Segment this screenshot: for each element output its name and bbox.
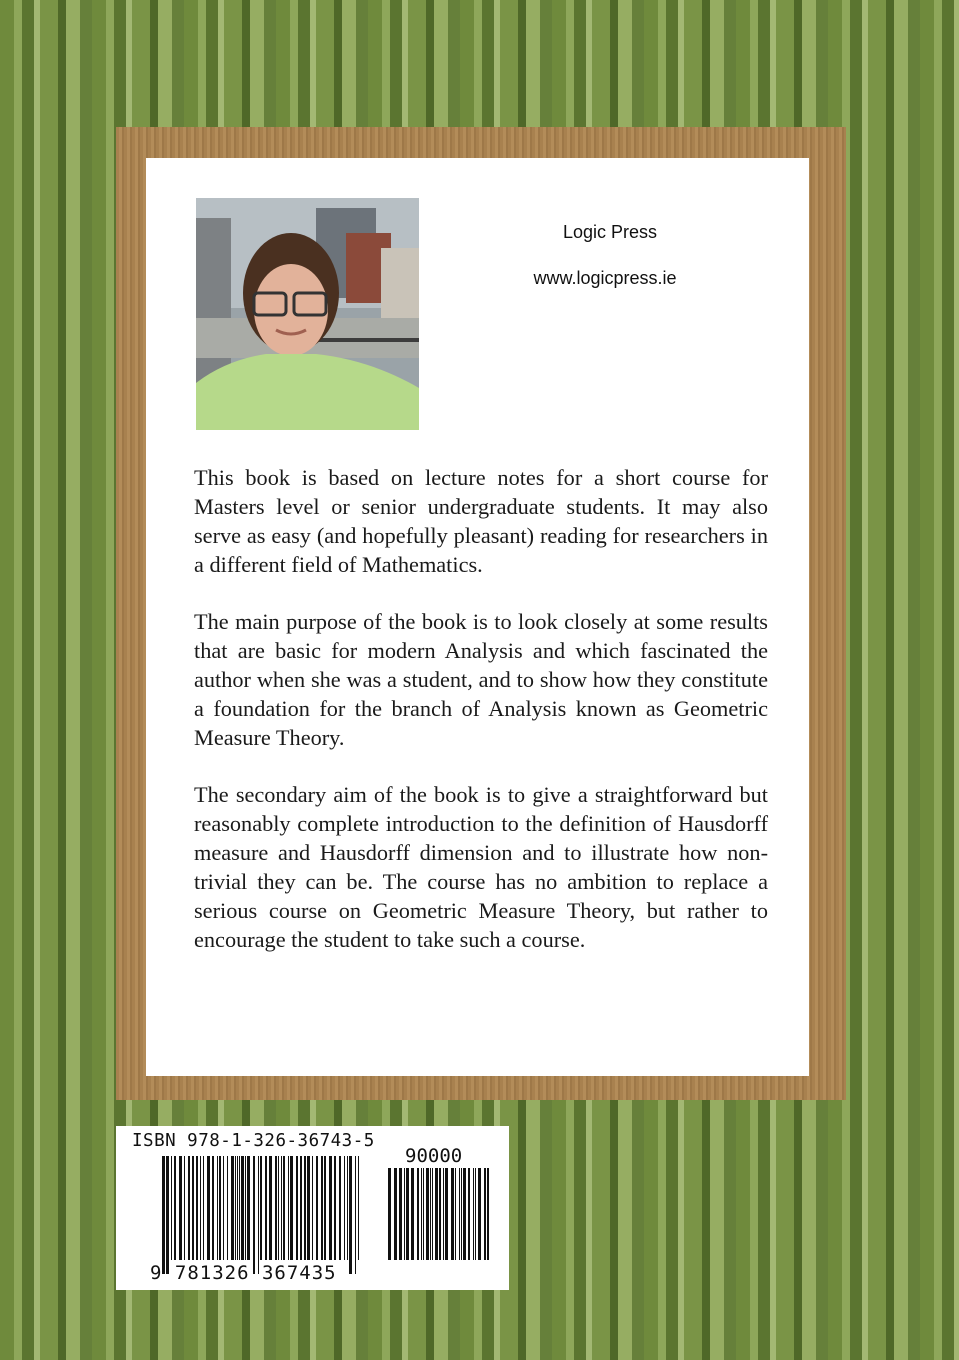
barcode-bar — [203, 1156, 204, 1260]
barcode-bar — [473, 1168, 474, 1260]
barcode-bar — [478, 1168, 481, 1260]
barcode-bar — [406, 1168, 409, 1260]
barcode-bar — [426, 1168, 429, 1260]
barcode-bar — [278, 1156, 279, 1260]
barcode-bar — [349, 1156, 352, 1274]
barcode-bar — [404, 1168, 405, 1260]
barcode-bar — [247, 1156, 250, 1260]
barcode-bar — [239, 1156, 240, 1260]
barcode-bar — [217, 1156, 218, 1260]
barcode-bar — [344, 1156, 345, 1260]
isbn-label: ISBN 978-1-326-36743-5 — [132, 1131, 375, 1151]
barcode-bar — [281, 1156, 282, 1260]
barcode-bar — [475, 1168, 476, 1260]
barcode-bar — [174, 1156, 176, 1260]
barcode-bar — [179, 1156, 182, 1260]
barcode-bar — [435, 1168, 438, 1260]
barcode-bar — [468, 1168, 470, 1260]
barcode-bar — [162, 1156, 165, 1274]
addon-barcode — [388, 1168, 490, 1274]
barcode-bar — [300, 1156, 302, 1260]
blurb-paragraph-1: This book is based on lecture notes for a short course for Masters level or senior undergraduate students. It may also serve as easy (and hopefully pleasant) reading for researchers in a different field of Mathematics. — [194, 465, 768, 577]
barcode-bar — [245, 1156, 246, 1260]
barcode-bar — [219, 1156, 221, 1260]
barcode-bar — [461, 1168, 462, 1260]
barcode-bar — [316, 1156, 318, 1260]
barcode-bar — [265, 1156, 267, 1260]
barcode-bar — [334, 1156, 336, 1260]
barcode-bar — [312, 1156, 313, 1260]
blurb-paragraph-2: The main purpose of the book is to look closely at some results that are basic for modern Analysis and which fascinated the author when she was a student, and to show how they constitute a foundation for the branch of Analysis known as Geometric Measure Theory. — [194, 609, 768, 750]
barcode-bar — [196, 1156, 198, 1260]
barcode-bar — [171, 1156, 172, 1260]
author-photo — [196, 198, 419, 430]
barcode-bar — [421, 1168, 422, 1260]
barcode-bar — [394, 1168, 397, 1260]
barcode-bar — [443, 1168, 444, 1260]
barcode-bar — [463, 1168, 466, 1260]
barcode-bar — [288, 1156, 289, 1260]
publisher-name: Logic Press — [562, 222, 658, 242]
barcode-bar — [439, 1168, 441, 1260]
barcode-bar — [324, 1156, 326, 1260]
barcode-bar — [192, 1156, 194, 1260]
barcode-bar — [223, 1156, 224, 1260]
barcode-bar — [166, 1156, 169, 1274]
barcode-bar — [235, 1156, 236, 1260]
barcode-bar — [231, 1156, 234, 1260]
barcode-bar — [207, 1156, 210, 1260]
barcode-bar — [304, 1156, 306, 1260]
barcode-bar — [358, 1156, 359, 1260]
barcode-bar — [423, 1168, 424, 1260]
barcode-bar — [455, 1168, 456, 1260]
barcode-bar — [411, 1168, 414, 1260]
barcode-bar — [188, 1156, 190, 1260]
barcode-bar — [388, 1168, 391, 1260]
barcode-bar — [329, 1156, 332, 1260]
barcode-bar — [484, 1168, 486, 1260]
barcode-bar — [260, 1156, 262, 1260]
ean-barcode — [162, 1156, 362, 1274]
price-code: 90000 — [405, 1145, 463, 1167]
barcode-bar — [290, 1156, 293, 1260]
barcode-bar — [258, 1156, 259, 1274]
barcode-bar — [212, 1156, 214, 1260]
barcode-bar — [445, 1168, 448, 1260]
ean-digits: 9 781326 367435 — [150, 1262, 337, 1284]
barcode-bar — [417, 1168, 419, 1260]
barcode-bar — [487, 1168, 489, 1260]
blurb-paragraph-3: The secondary aim of the book is to give a straightforward but reasonably complete introduction to the definition of Hausdorff measure and Hausdorff dimension and to illustrate how non-trivial they can be. The course has no ambition to replace a serious course on Geometric Measure Theory, but rather to encourage the student to take such a course. — [194, 782, 768, 952]
barcode-bar — [200, 1156, 201, 1260]
barcode-bar — [307, 1156, 310, 1260]
barcode-bar — [283, 1156, 285, 1260]
barcode-bar — [296, 1156, 298, 1260]
barcode-bar — [399, 1168, 402, 1260]
barcode-bar — [275, 1156, 277, 1260]
barcode-bar — [321, 1156, 323, 1260]
barcode-bar — [451, 1168, 454, 1260]
barcode-bar — [227, 1156, 228, 1260]
barcode-bar — [253, 1156, 255, 1274]
barcode-bar — [339, 1156, 341, 1260]
barcode-bar — [459, 1168, 460, 1260]
barcode-bar — [355, 1156, 356, 1274]
publisher-website[interactable]: www.logicpress.ie — [533, 268, 677, 288]
barcode-bar — [347, 1156, 348, 1260]
barcode-bar — [430, 1168, 431, 1260]
barcode-bar — [432, 1168, 433, 1260]
barcode-bar — [241, 1156, 244, 1260]
barcode-bar — [237, 1156, 238, 1260]
barcode-bar — [184, 1156, 185, 1260]
barcode-bar — [269, 1156, 272, 1260]
blurb-text — [194, 463, 768, 982]
